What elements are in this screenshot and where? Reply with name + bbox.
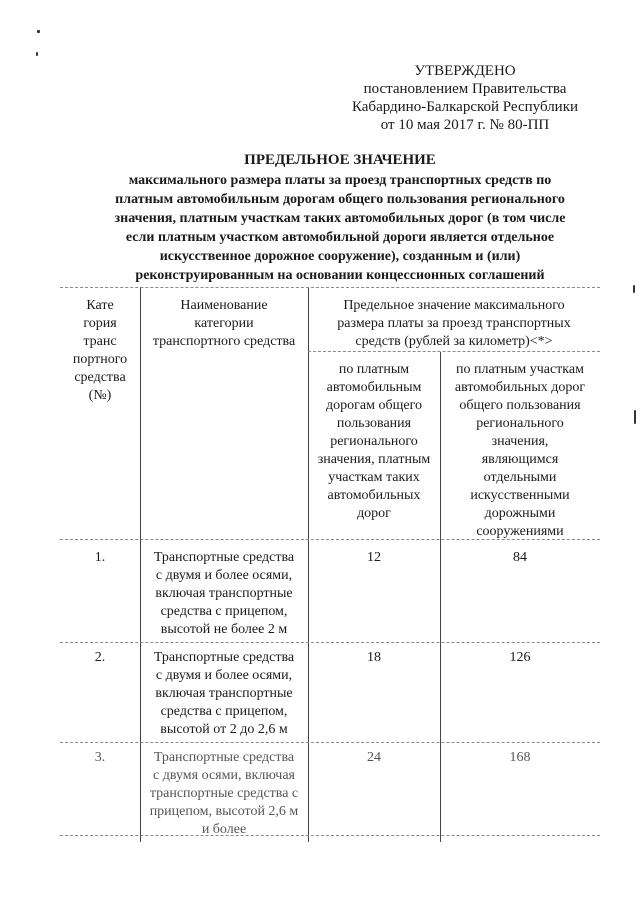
title-subtitle [100, 171, 580, 285]
approval-date-number: от 10 мая 2017 г. № 80-ПП [380, 117, 550, 133]
header-category-name: Наименование категории транспортного средства [152, 298, 296, 349]
subtitle-line: платным автомобильным дорогам общего пользования регионального [115, 192, 565, 207]
document-title [100, 150, 580, 285]
scan-speck [633, 285, 635, 293]
table-border [60, 287, 600, 288]
approval-heading: УТВЕРЖДЕНО [414, 63, 516, 79]
title-main: ПРЕДЕЛЬНОЕ ЗНАЧЕНИЕ [244, 152, 436, 168]
table-row-2-number: 2. [94, 650, 106, 665]
rates-table [60, 287, 600, 842]
subtitle-line: если платным участком автомобильной дороги является отдельное [125, 230, 555, 245]
header-max-fee: Предельное значение максимального размера платы за проезд транспортных средств (рублей за километр)<*> [337, 298, 571, 349]
approval-republic: Кабардино-Балкарской Республики [351, 99, 579, 115]
table-border [308, 351, 600, 352]
scan-speck [634, 410, 636, 424]
table-row-3-name: Транспортные средства с двумя осями, включая транспортные средства с прицепом, высотой 2,6 м и более [149, 750, 299, 837]
table-border [60, 742, 600, 743]
subtitle-line: искусственное дорожное сооружение), созданным и (или) [159, 249, 521, 264]
approval-resolution: постановлением Правительства [363, 81, 567, 97]
table-row-3-value-roads: 24 [367, 750, 381, 765]
subtitle-line: значения, платным участкам таких автомобильных дорог (в том числе [114, 211, 566, 226]
table-row-1-name: Транспортные средства с двумя и более осями, включая транспортные средства с прицепом, высотой не более 2 м [153, 550, 295, 637]
table-row-1-number: 1. [94, 550, 106, 565]
table-row-2-value-roads: 18 [367, 650, 381, 665]
subheader-structures: по платным участкам автомобильных дорог общего пользования регионального значения, являющимся отдельными искусственными дорожными сооружениями [454, 362, 586, 539]
table-row-2-name: Транспортные средства с двумя и более осями, включая транспортные средства с прицепом, высотой от 2 до 2,6 м [153, 650, 295, 737]
subheader-roads: по платным автомобильным дорогам общего пользования регионального значения, платным участкам таких автомобильных дорог [317, 362, 431, 521]
table-row-1-value-structures: 84 [513, 550, 527, 565]
header-category-number: Кате гория транс портного средства (№) [72, 298, 128, 403]
table-row-1-value-roads: 12 [367, 550, 381, 565]
subtitle-line: максимального размера платы за проезд транспортных средств по [128, 173, 552, 188]
subtitle-line: реконструированным на основании концессионных соглашений [135, 268, 545, 283]
table-row-2-value-structures: 126 [509, 650, 531, 665]
table-border [60, 642, 600, 643]
scan-speck [36, 52, 38, 56]
scan-speck [37, 30, 40, 33]
table-row-3-number: 3. [94, 750, 106, 765]
table-row-3-value-structures: 168 [509, 750, 531, 765]
approval-block [340, 62, 590, 134]
